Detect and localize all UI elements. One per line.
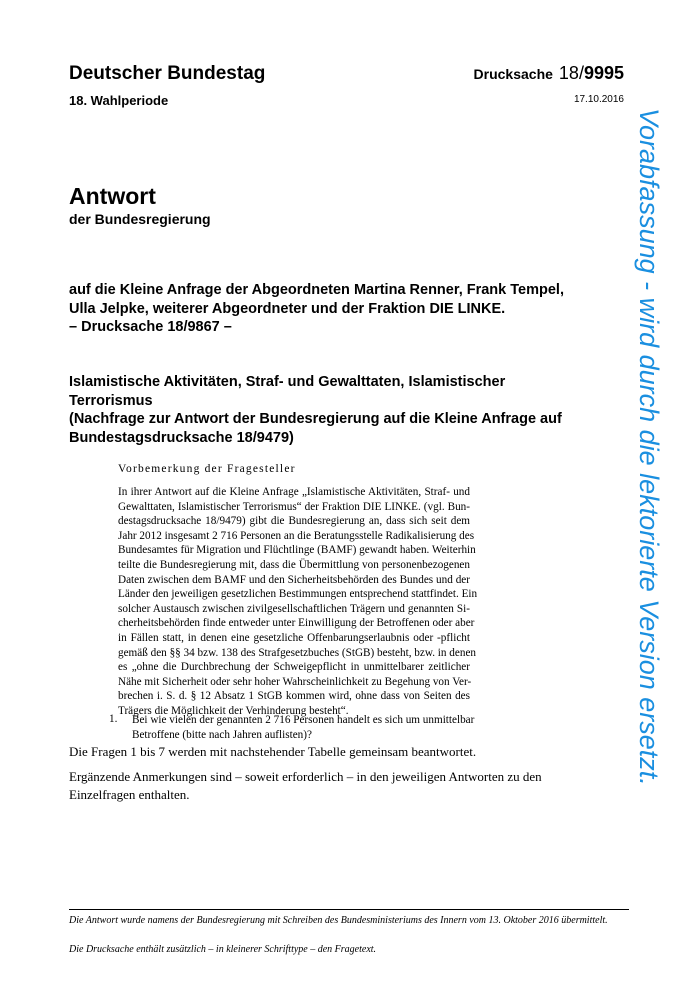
draft-watermark: Vorabfassung - wird durch die lektorierte Version ersetzt. [634, 108, 664, 786]
answer-paragraph: Ergänzende Anmerkungen sind – soweit erforderlich – in den jeweiligen Antworten zu den Einzelfragen enthalten. [69, 769, 542, 802]
preamble-text [118, 485, 478, 719]
preamble-line: Bundesamtes für Migration und Flüchtlinge (BAMF) gewandt haben. Weiterhin [118, 544, 476, 557]
preamble-line: Daten zwischen dem BAMF und den Sicherheitsbehörden des Bundes und der [118, 573, 470, 586]
drucksache-id: 9995 [583, 63, 624, 83]
drucksache-number [474, 63, 624, 84]
document-subtitle: der Bundesregierung [69, 211, 211, 227]
topic-line: Islamistische Aktivitäten, Straf- und Gewalttaten, Islamistischer Terrorismus [69, 374, 506, 409]
institution-name: Deutscher Bundestag [69, 63, 266, 84]
preamble-line: in Fällen statt, in denen eine gesetzliche Offenbarungserlaubnis oder -pflicht [118, 631, 470, 644]
drucksache-label: Drucksache [473, 66, 553, 82]
preamble-line: Länder den jeweiligen gesetzlichen Bestimmungen entsprechend stattfindet. Ein [118, 588, 478, 601]
preamble-line: cherheitsbehörden finde entweder unter Einwilligung der Betroffenen oder aber [118, 617, 475, 630]
inquiry-reference [69, 281, 569, 337]
topic-line: (Nachfrage zur Antwort der Bundesregierung auf die Kleine Anfrage auf [69, 411, 562, 427]
drucksache-prefix: 18/ [558, 63, 584, 83]
document-date: 17.10.2016 [573, 94, 624, 105]
footnote: Die Drucksache enthält zusätzlich – in kleinerer Schrifttype – den Fragetext. [69, 944, 377, 955]
election-period: 18. Wahlperiode [69, 93, 169, 108]
footnote: Die Antwort wurde namens der Bundesregierung mit Schreiben des Bundesministeriums des Innern vom 13. Oktober 2016 übermittelt. [69, 915, 608, 926]
question-text: Bei wie vielen der genannten 2 716 Personen handelt es sich um unmittelbar Betroffene (bitte nach Jahren auflisten)? [132, 714, 475, 741]
preamble-line: solcher Austausch zwischen zivilgesellschaftlichen Trägern und genannten Si- [118, 602, 470, 615]
reference-line: – Drucksache 18/9867 – [69, 319, 232, 335]
preamble-line: Trägers die Möglichkeit der Verhinderung besteht“. [118, 704, 349, 717]
preamble-line: Gewalttaten, Islamistischer Terrorismus“ der Fraktion DIE LINKE. (vgl. Bun- [118, 500, 470, 513]
preamble-heading: Vorbemerkung der Fragesteller [118, 463, 296, 475]
answer-paragraph: Die Fragen 1 bis 7 werden mit nachstehender Tabelle gemeinsam beantwortet. [69, 744, 477, 759]
preamble-line: In ihrer Antwort auf die Kleine Anfrage „Islamistische Aktivitäten, Straf- und [118, 486, 470, 498]
preamble-line: es „ohne die Durchbrechung der Schweigepflicht in unmittelbarer zeitlicher [118, 661, 470, 674]
preamble-line: gemäß den §§ 34 bzw. 138 des Strafgesetzbuches (StGB) besteht, bzw. in denen [118, 646, 477, 659]
question-number: 1. [109, 713, 118, 725]
preamble-line: Nähe mit Sicherheit oder sehr hoher Wahrscheinlichkeit zu Begehung von Ver- [118, 675, 472, 688]
reference-line: auf die Kleine Anfrage der Abgeordneten Martina Renner, Frank Tempel, [69, 282, 564, 298]
preamble-line: brechen i. S. d. § 12 Absatz 1 StGB kommen wird, ohne dass von Seiten des [118, 690, 470, 703]
topic-line: Bundestagsdrucksache 18/9479) [69, 429, 294, 446]
reference-line: Ulla Jelpke, weiterer Abgeordneter und der Fraktion DIE LINKE. [69, 300, 506, 317]
preamble-line: teilte die Bundesregierung mit, dass die Übermittlung von personenbezogenen [118, 558, 470, 571]
preamble-line: destagsdrucksache 18/9479) gibt die Bundesregierung an, dass sich seit dem [118, 515, 470, 528]
preamble-line: Jahr 2012 insgesamt 2 716 Personen an die Beratungsstelle Radikalisierung des [118, 529, 475, 542]
inquiry-topic [69, 373, 589, 447]
document-title: Antwort [69, 183, 156, 209]
footnote-divider [69, 909, 629, 910]
